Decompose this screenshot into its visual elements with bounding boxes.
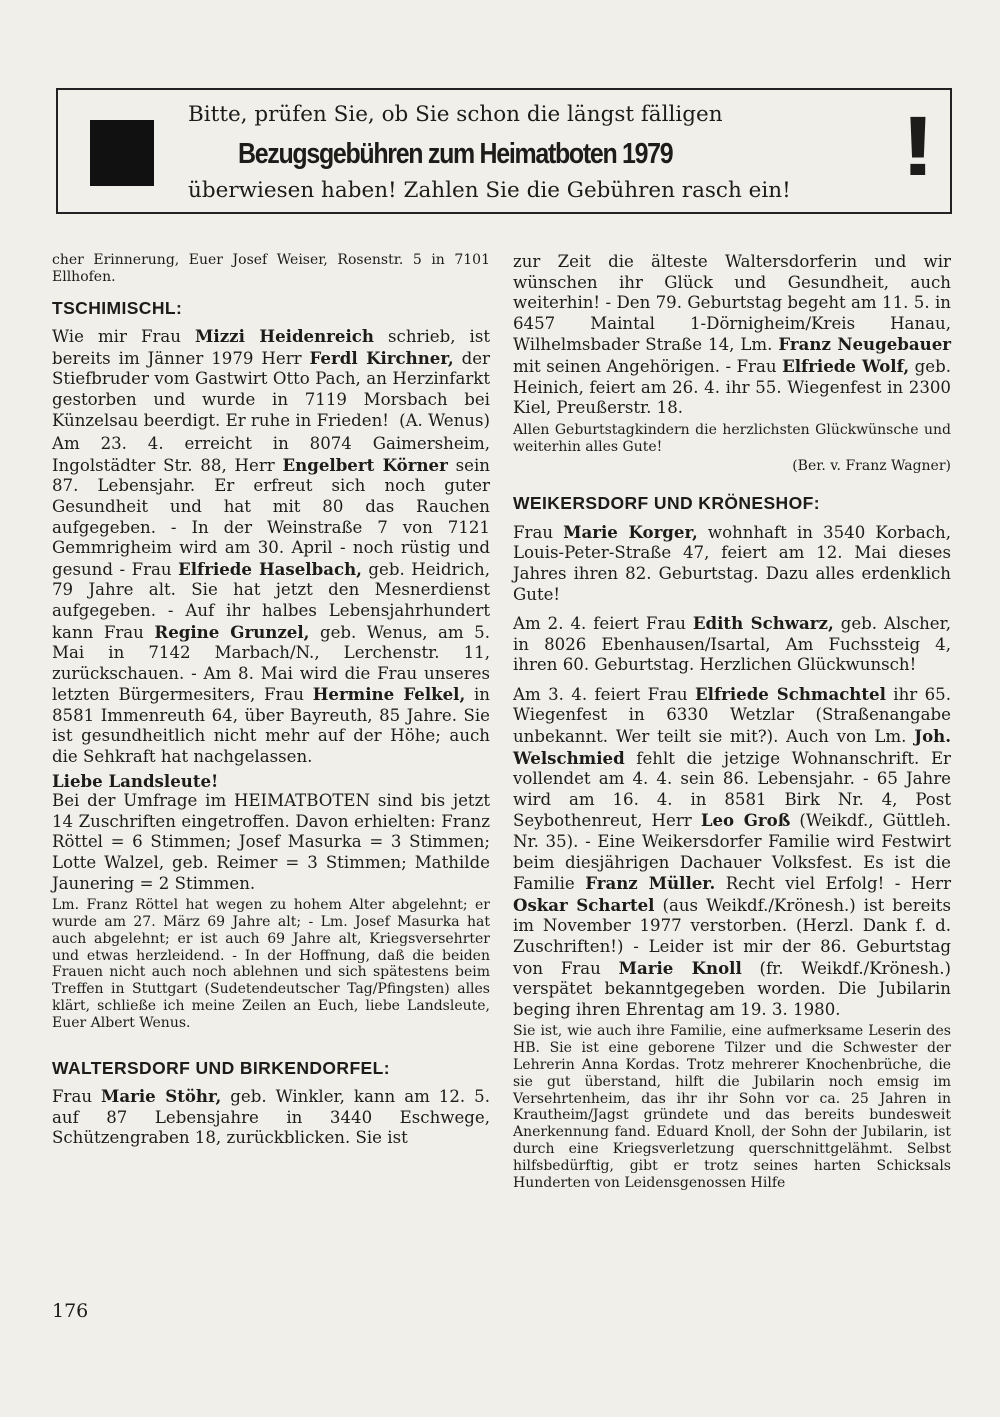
section-heading-tschimischl: TSCHIMISCHL:	[52, 297, 183, 318]
section-heading-weikersdorf: WEIKERSDORF UND KRÖNESHOF:	[513, 493, 820, 514]
reminder-headline: Bezugsgebühren zum Heimatboten 1979	[238, 138, 673, 170]
reporter-signature: (Ber. v. Franz Wagner)	[792, 458, 951, 475]
intro-paragraph: cher Erinnerung, Euer Josef Weiser, Rosenstr. 5 in 7101 Ellhofen.	[52, 252, 490, 285]
paragraph-schwarz: Am 2. 4. feiert Frau Edith Schwarz, geb. Alscher, in 8026 Ebenhausen/Isartal, Am Fuchssteig 4, ihren 60. Geburtstag. Herzlichen Glückwunsch!	[513, 613, 951, 675]
section-heading-waltersdorf: WALTERSDORF UND BIRKENDORFEL:	[52, 1057, 390, 1078]
paragraph-korger: Frau Marie Korger, wohnhaft in 3540 Korbach, Louis-Peter-Straße 47, feiert am 12. Mai dieses Jahres ihren 82. Geburtstag. Dazu alles erdenklich Gute!	[513, 521, 951, 604]
paragraph-knoll-note: Sie ist, wie auch ihre Familie, eine aufmerksame Leserin des HB. Sie ist eine geborene Tilzer und die Schwester der Lehrerin Anna Kordas. Trotz mehrerer Knochenbrüche, die sie gut überstand, hilft die Jubilarin noch emsig im Versehrtenheim, das ihr ihr Sohn vor ca. 25 Jahren in Krautheim/Jagst gründete und das bereits bundesweit Anerkennung fand. Eduard Knoll, der Sohn der Jubilarin, ist durch eine Kriegsverletzung querschnittgelähmt. Selbst hilfsbedürftig, gibt er trotz seines harten Schicksals Hunderten von Leidensgenossen Hilfe	[513, 1023, 951, 1191]
paragraph-birthdays: Am 23. 4. erreicht in 8074 Gaimersheim, Ingolstädter Str. 88, Herr Engelbert Körner sein 87. Lebensjahr. Er erfreut sich noch guter Gesundheit und hat mit 80 das Rauchen aufgegeben. - In der Weinstraße 7 von 7121 Gemmrigheim wird am 30. April - noch rüstig und gesund - Frau Elfriede Haselbach, geb. Heidrich, 79 Jahre alt. Sie hat jetzt den Mesnerdienst aufgegeben. - Auf ihr halbes Lebensjahrhundert kann Frau Regine Grunzel, geb. Wenus, am 5. Mai in 7142 Marbach/N., Lerchenstr. 11, zurückschauen. - Am 8. Mai wird die Frau unseres letzten Bürgermesiters, Frau Hermine Felkel, in 8581 Immenreuth 64, über Bayreuth, 85 Jahre. Sie ist gesundheitlich nicht mehr auf der Höhe; auch die Sehkraft hat nachgelassen.	[52, 434, 490, 767]
subheading-liebe-landsleute: Liebe Landsleute!	[52, 770, 219, 791]
paragraph-obituary: Wie mir Frau Mizzi Heidenreich schrieb, ist bereits im Jänner 1979 Herr Ferdl Kirchner, der Stiefbruder vom Gastwirt Otto Pach, an Herzinfarkt gestorben und wurde in 7119 Morsbach bei Künzelsau beerdigt. Er ruhe in Frieden! (A. Wenus)	[52, 326, 491, 430]
paragraph-schmachtel: Am 3. 4. feiert Frau Elfriede Schmachtel ihr 65. Wiegenfest in 6330 Wetzlar (Straßenangabe unbekannt. Wer teilt sie mit?). Auch von Lm. Joh. Welschmied fehlt die jetzige Wohnanschrift. Er vollendet am 4. 4. sein 86. Lebensjahr. - 65 Jahre wird am 16. 4. in 8581 Birk Nr. 4, Post Seybothenreut, Herr Leo Groß (Weikdf., Güttleh. Nr. 35). - Eine Weikersdorfer Familie wird Festwirt beim diesjährigen Dachauer Volksfest. Es ist die Familie Franz Müller. Recht viel Erfolg! - Herr Oskar Schartel (aus Weikdf./Krönesh.) ist bereits im November 1977 verstorben. (Herzl. Dank f. d. Zuschriften!) - Leider ist mir der 86. Geburtstag von Frau Marie Knoll (fr. Weikdf./Krönesh.) verspätet bekanntgegeben worden. Die Jubilarin beging ihren Ehrentag am 19. 3. 1980.	[513, 683, 952, 1019]
reminder-line-1: Bitte, prüfen Sie, ob Sie schon die längst fälligen	[188, 102, 723, 127]
exclamation-mark-icon: !	[900, 99, 936, 193]
paragraph-survey: Bei der Umfrage im HEIMATBOTEN sind bis jetzt 14 Zuschriften eingetroffen. Davon erhielten: Franz Röttel = 6 Stimmen; Josef Masurka = 3 Stimmen; Lotte Walzel, geb. Reimer = 3 Stimmen; Mathilde Jaunering = 2 Stimmen.	[52, 791, 490, 893]
paragraph-survey-note: Lm. Franz Röttel hat wegen zu hohem Alter abgelehnt; er wurde am 27. März 69 Jahre alt; - Lm. Josef Masurka hat auch abgelehnt; er ist auch 69 Jahre alt, Kriegsversehrter und etwas herzleidend. - In der Hoffnung, daß die beiden Frauen nicht auch noch ablehnen und sich spätestens beim Treffen in Stuttgart (Sudetendeutscher Tag/Pfingsten) alles klärt, schließe ich meine Zeilen an Euch, liebe Landsleute, Euer Albert Wenus.	[52, 897, 490, 1031]
paragraph-waltersdorf-continued: zur Zeit die älteste Waltersdorferin und wir wünschen ihr Glück und Gesundheit, auch weiterhin! - Den 79. Geburtstag begeht am 11. 5. in 6457 Maintal 1-Dörnigheim/Kreis Hanau, Wilhelmsbader Straße 14, Lm. Franz Neugebauer mit seinen Angehörigen. - Frau Elfriede Wolf, geb. Heinich, feiert am 26. 4. ihr 55. Wiegenfest in 2300 Kiel, Preußerstr. 18.	[513, 252, 951, 418]
payment-reminder-box	[56, 88, 952, 214]
right-column	[513, 252, 951, 1194]
left-column	[52, 252, 490, 1152]
paragraph-congratulations: Allen Geburtstagkindern die herzlichsten Glückwünsche und weiterhin alles Gute!	[513, 421, 951, 455]
reminder-line-3: überwiesen haben! Zahlen Sie die Gebühren rasch ein!	[188, 178, 791, 203]
author-signature: (A. Wenus)	[399, 410, 490, 430]
black-square-marker	[90, 120, 154, 186]
page-number: 176	[52, 1300, 89, 1322]
paragraph-waltersdorf: Frau Marie Stöhr, geb. Winkler, kann am 12. 5. auf 87 Lebensjahre in 3440 Eschwege, Schützengraben 18, zurückblicken. Sie ist	[52, 1086, 491, 1148]
